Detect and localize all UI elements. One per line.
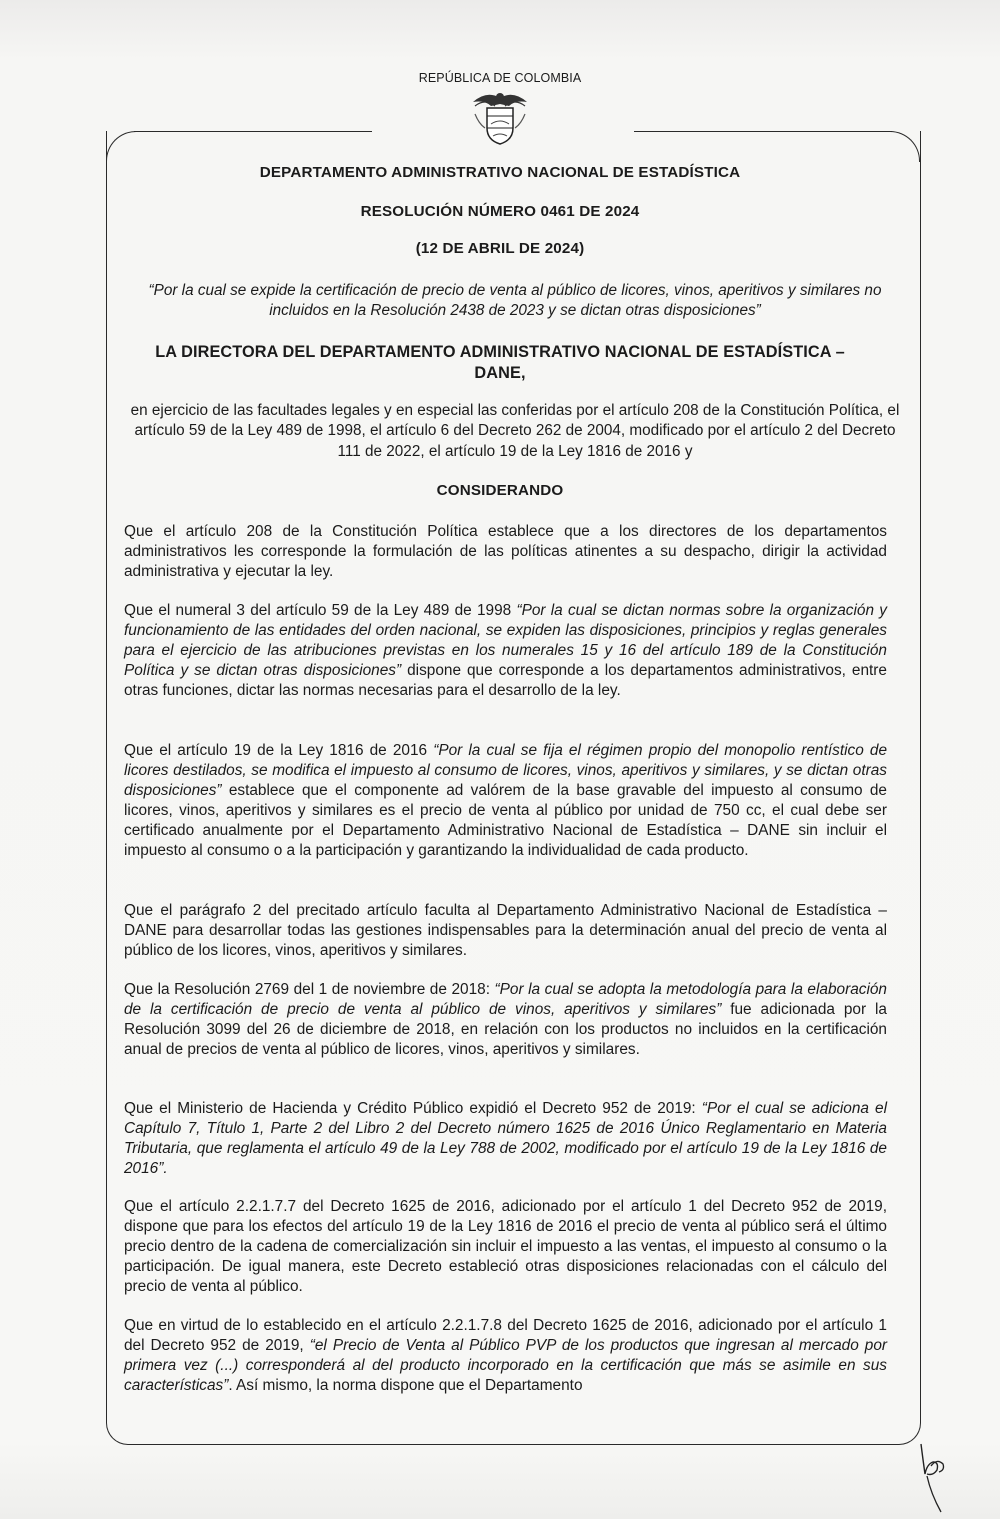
paragraph-6-quote: “Por el cual se adiciona el Capítulo 7, Título 1, Parte 2 del Libro 2 del Decreto número 1625 de 2016 Único Reglamentario en Materia Tributaria, que reglamenta el artículo 49 de la Ley 788 de 2002, modificado por el artículo 19 de la Ley 1816 de 2016”. — [124, 1100, 887, 1177]
paragraph-5-text: Que la Resolución 2769 del 1 de noviembre de 2018: — [124, 981, 495, 998]
paragraph-8-text-end: . Así mismo, la norma dispone que el Departamento — [228, 1376, 583, 1394]
director-heading-line2: DANE, — [474, 364, 526, 382]
paragraph-3-text-end: establece que el componente ad valórem de la base gravable del impuesto al consumo de licores, vinos, aperitivos y similares es el precio de venta al público por unidad de 750 cc, el cual debe ser certificado anualmente por el Departamento Administrativo Nacional de Estadística – DANE sin incluir el impuesto al consumo o a la participación y garantizando la individualidad de cada producto. — [124, 781, 887, 859]
paragraph-6-text: Que el Ministerio de Hacienda y Crédito Público expidió el Decreto 952 de 2019: — [124, 1100, 702, 1117]
considerando-heading: CONSIDERANDO — [436, 482, 564, 499]
paragraph-2-text: Que el numeral 3 del artículo 59 de la Ley 489 de 1998 — [124, 602, 517, 619]
paragraph-8 — [124, 1316, 887, 1396]
paragraph-8-text: Que en virtud de lo establecido en el artículo 2.2.1.7.8 del Decreto 1625 de 2016, adicionado por el artículo 1 del Decreto 952 de 2019, — [124, 1317, 887, 1354]
paragraph-3-text: Que el artículo 19 de la Ley 1816 de 2016 — [124, 742, 434, 759]
paragraph-6 — [124, 1099, 887, 1179]
paragraph-7: Que el artículo 2.2.1.7.7 del Decreto 1625 de 2016, adicionado por el artículo 1 del Decreto 952 de 2019, dispone que para los efectos del artículo 19 de la Ley 1816 de 2016 el precio de venta al público será el último precio dentro de la cadena de comercialización sin incluir el impuesto a las ventas, el impuesto al consumo o la participación. De igual manera, este Decreto estableció otras disposiciones relacionadas con el cálculo del precio de venta al público. — [124, 1198, 887, 1295]
paragraph-2-text-end: dispone que corresponde a los departamentos administrativos, entre otras funciones, dictar las normas necesarias para el desarrollo de la ley. — [124, 661, 887, 699]
paragraph-2 — [124, 601, 887, 701]
paragraph-8-quote: “el Precio de Venta al Público PVP de los productos que ingresan al mercado por primera vez (...) corresponderá al del producto incorporado en la certificación que más se asimile en sus características” — [124, 1336, 888, 1394]
resolution-subtitle: “Por la cual se expide la certificación de precio de venta al público de licores, vinos, aperitivos y similares no incluidos en la Resolución 2438 de 2023 y se dictan otras disposiciones” — [148, 282, 882, 319]
paragraph-5-text-end: fue adicionada por la Resolución 3099 del 26 de diciembre de 2018, en relación con los productos no incluidos en la certificación anual de precios de venta al público de licores, vinos, aperitivos y similares. — [124, 1000, 887, 1058]
paragraph-1: Que el artículo 208 de la Constitución Política establece que a los directores de los departamentos administrativos les corresponde la formulación de las políticas atinentes a su despacho, dirigir la actividad administrativa y ejecutar la ley. — [124, 523, 887, 580]
paragraph-2-quote: “Por la cual se dictan normas sobre la organización y funcionamiento de las entidades del orden nacional, se expiden las disposiciones, principios y reglas generales para el ejercicio de las atribuciones previstas en los numerales 15 y 16 del artículo 189 de la Constitución Política y se dictan otras disposiciones” — [124, 602, 887, 679]
handwritten-initials-signature — [915, 1440, 955, 1516]
paragraph-3 — [124, 741, 887, 860]
director-heading-line1: LA DIRECTORA DEL DEPARTAMENTO ADMINISTRATIVO NACIONAL DE ESTADÍSTICA – — [155, 343, 845, 361]
resolution-date: (12 DE ABRIL DE 2024) — [415, 240, 585, 257]
paragraph-5-quote: “Por la cual se adopta la metodología para la elaboración de la certificación de precio de venta al público de vinos, aperitivos y similares” — [124, 981, 887, 1018]
resolution-number: RESOLUCIÓN NÚMERO 0461 DE 2024 — [360, 203, 640, 220]
paragraph-4: Que el parágrafo 2 del precitado artículo faculta al Departamento Administrativo Nacional de Estadística – DANE para desarrollar todas las gestiones indispensables para la determinación anual del precio de venta al público de los licores, vinos, aperitivos y similares. — [124, 902, 887, 959]
entity-title: DEPARTAMENTO ADMINISTRATIVO NACIONAL DE ESTADÍSTICA — [259, 164, 741, 181]
intro-paragraph: en ejercicio de las facultades legales y en especial las conferidas por el artículo 208 de la Constitución Política, el artículo 59 de la Ley 489 de 1998, el artículo 6 del Decreto 262 de 2004, modificado por el artículo 2 del Decreto 111 de 2022, el artículo 19 de la Ley 1816 de 2016 y — [130, 402, 900, 460]
paragraph-5 — [124, 980, 887, 1060]
paragraph-3-quote: “Por la cual se fija el régimen propio del monopolio rentístico de licores destilados, se modifica el impuesto al consumo de licores, vinos, aperitivos y similares, y se dictan otras disposiciones” — [124, 742, 887, 799]
country-heading: REPÚBLICA DE COLOMBIA — [418, 71, 582, 85]
